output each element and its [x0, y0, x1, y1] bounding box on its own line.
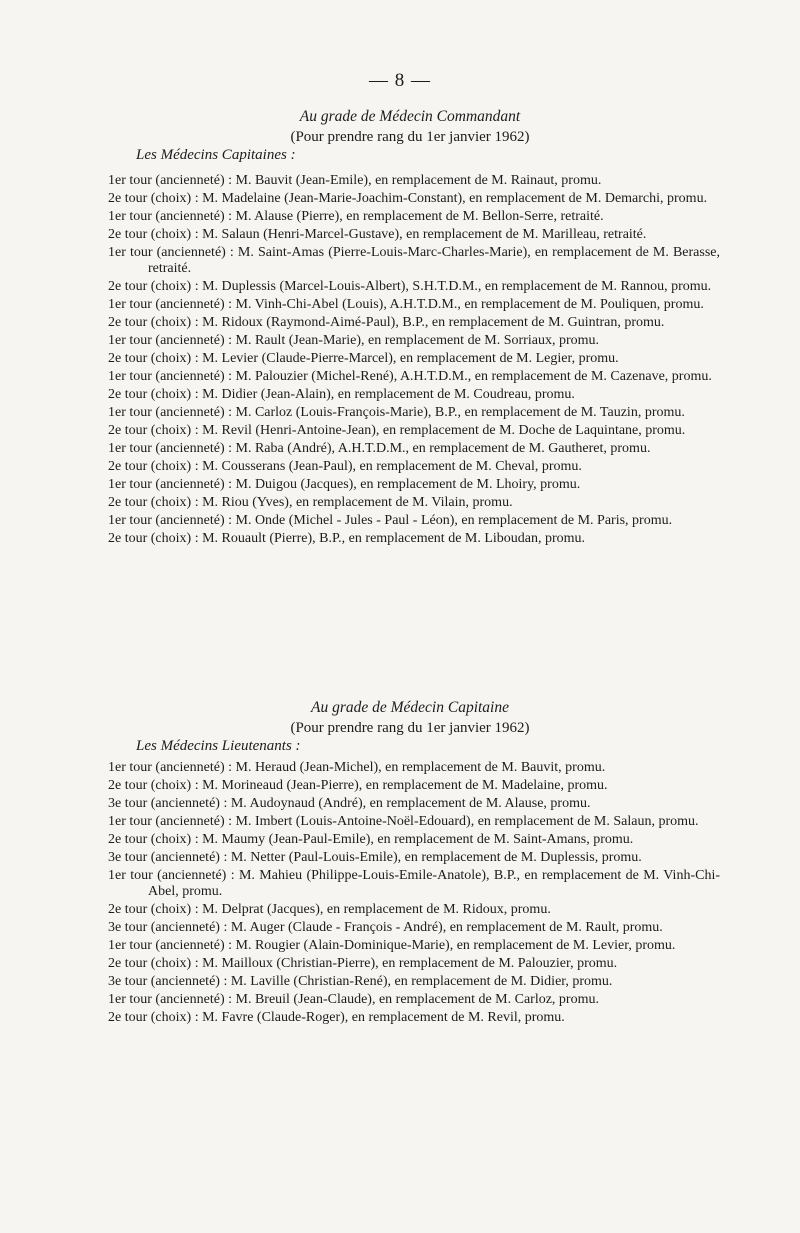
section-capitaine-header [0, 699, 800, 755]
promotion-entry: 2e tour (choix) : M. Revil (Henri-Antoine-Jean), en remplacement de M. Doche de Laquintane, promu. [108, 423, 686, 439]
promotion-entry: 1er tour (ancienneté) : M. Saint-Amas (Pierre-Louis-Marc-Charles-Marie), en remplacement de M. Berasse, retraité. [108, 245, 720, 277]
promotion-entry: 2e tour (choix) : M. Salaun (Henri-Marcel-Gustave), en remplacement de M. Marilleau, retraité. [108, 227, 647, 242]
promotion-entry: 1er tour (ancienneté) : M. Carloz (Louis-François-Marie), B.P., en remplacement de M. Tauzin, promu. [108, 405, 685, 421]
promotion-entry: 2e tour (choix) : M. Ridoux (Raymond-Aimé-Paul), B.P., en remplacement de M. Guintran, promu. [108, 315, 665, 331]
promotion-entry: 1er tour (ancienneté) : M. Vinh-Chi-Abel (Louis), A.H.T.D.M., en remplacement de M. Pouliquen, promu. [108, 297, 704, 313]
promotion-entry: 2e tour (choix) : M. Mailloux (Christian-Pierre), en remplacement de M. Palouzier, promu. [108, 956, 618, 972]
promotion-entry: 1er tour (ancienneté) : M. Alause (Pierre), en remplacement de M. Bellon-Serre, retraité. [108, 209, 604, 224]
promotion-entry: 2e tour (choix) : M. Cousserans (Jean-Paul), en remplacement de M. Cheval, promu. [108, 459, 582, 475]
promotion-entry: 2e tour (choix) : M. Riou (Yves), en remplacement de M. Vilain, promu. [108, 495, 513, 511]
promotion-entry: 3e tour (ancienneté) : M. Laville (Christian-René), en remplacement de M. Didier, promu. [108, 974, 613, 990]
promotion-entry: 2e tour (choix) : M. Maumy (Jean-Paul-Emile), en remplacement de M. Saint-Amans, promu. [108, 832, 634, 847]
promotion-entry: 2e tour (choix) : M. Didier (Jean-Alain), en remplacement de M. Coudreau, promu. [108, 387, 575, 403]
promotion-entry: 1er tour (ancienneté) : M. Rault (Jean-Marie), en remplacement de M. Sorriaux, promu. [108, 333, 599, 349]
promotion-entry: 2e tour (choix) : M. Favre (Claude-Roger), en remplacement de M. Revil, promu. [108, 1010, 565, 1026]
promotion-entry: 1er tour (ancienneté) : M. Onde (Michel - Jules - Paul - Léon), en remplacement de M. Paris, promu. [108, 513, 673, 529]
promotion-entry: 3e tour (ancienneté) : M. Audoynaud (André), en remplacement de M. Alause, promu. [108, 796, 591, 811]
section-title: Au grade de Médecin Commandant [299, 108, 521, 125]
promotion-entry: 1er tour (ancienneté) : M. Raba (André), A.H.T.D.M., en remplacement de M. Gautheret, promu. [108, 441, 651, 457]
section-subtitle: (Pour prendre rang du 1er janvier 1962) [290, 129, 530, 145]
promotion-entry: 3e tour (ancienneté) : M. Auger (Claude - François - André), en remplacement de M. Rault, promu. [108, 920, 663, 936]
promotion-entry: 2e tour (choix) : M. Morineaud (Jean-Pierre), en remplacement de M. Madelaine, promu. [108, 778, 608, 793]
section-title: Au grade de Médecin Capitaine [310, 699, 509, 716]
promotion-entry: 2e tour (choix) : M. Madelaine (Jean-Marie-Joachim-Constant), en remplacement de M. Demarchi, promu. [108, 191, 708, 206]
promotion-entry: 2e tour (choix) : M. Delprat (Jacques), en remplacement de M. Ridoux, promu. [108, 902, 551, 918]
promotion-list-capitaine [108, 760, 720, 1028]
promotion-entry: 2e tour (choix) : M. Duplessis (Marcel-Louis-Albert), S.H.T.D.M., en remplacement de M. Rannou, promu. [108, 279, 712, 295]
promotion-entry: 2e tour (choix) : M. Rouault (Pierre), B.P., en remplacement de M. Liboudan, promu. [108, 531, 586, 547]
section-subtitle: (Pour prendre rang du 1er janvier 1962) [290, 720, 530, 736]
section-lead: Les Médecins Capitaines : [136, 147, 296, 163]
promotion-list-commandant [108, 173, 720, 549]
promotion-entry: 2e tour (choix) : M. Levier (Claude-Pierre-Marcel), en remplacement de M. Legier, promu. [108, 351, 619, 367]
section-lead: Les Médecins Lieutenants : [136, 738, 301, 754]
section-commandant-header [0, 108, 800, 164]
promotion-entry: 1er tour (ancienneté) : M. Imbert (Louis-Antoine-Noël-Edouard), en remplacement de M. Salaun, promu. [108, 814, 699, 829]
page-number: — 8 — [369, 70, 431, 91]
promotion-entry: 1er tour (ancienneté) : M. Palouzier (Michel-René), A.H.T.D.M., en remplacement de M. Cazenave, promu. [108, 369, 712, 385]
promotion-entry: 1er tour (ancienneté) : M. Heraud (Jean-Michel), en remplacement de M. Bauvit, promu. [108, 760, 606, 775]
promotion-entry: 3e tour (ancienneté) : M. Netter (Paul-Louis-Emile), en remplacement de M. Duplessis, promu. [108, 850, 642, 865]
promotion-entry: 1er tour (ancienneté) : M. Mahieu (Philippe-Louis-Emile-Anatole), B.P., en remplacement de M. Vinh-Chi-Abel, promu. [108, 868, 720, 900]
promotion-entry: 1er tour (ancienneté) : M. Bauvit (Jean-Emile), en remplacement de M. Rainaut, promu. [108, 173, 602, 188]
promotion-entry: 1er tour (ancienneté) : M. Duigou (Jacques), en remplacement de M. Lhoiry, promu. [108, 477, 581, 493]
promotion-entry: 1er tour (ancienneté) : M. Rougier (Alain-Dominique-Marie), en remplacement de M. Levier, promu. [108, 938, 676, 954]
promotion-entry: 1er tour (ancienneté) : M. Breuil (Jean-Claude), en remplacement de M. Carloz, promu. [108, 992, 599, 1008]
